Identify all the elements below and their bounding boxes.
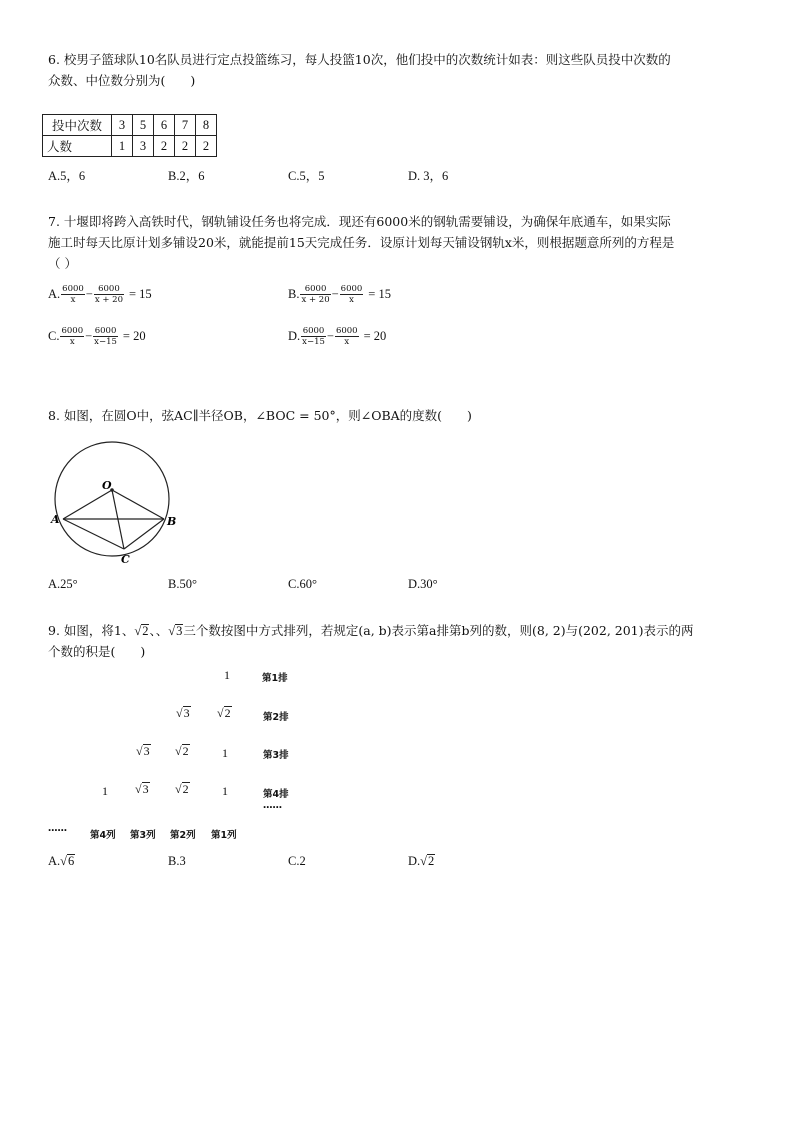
q8-circle-figure [40,432,190,568]
q7-stem-line3: （ ） [48,256,77,271]
sqrt-symbol: √ [134,624,142,638]
q7-option-d: D. $\frac{6000}{x-15}$ − $\frac{6000}{x}$ = 20 [288,326,387,347]
table-cell: 投中次数 [43,115,112,136]
fraction: $\frac{6000}{x}$ [340,284,363,305]
q6-option-a: A.5，6 [48,169,86,183]
fraction: $\frac{6000}{x}$ [335,326,358,347]
table-row [43,115,217,136]
chord-bc [124,519,164,549]
q7-option-b: B. $\frac{6000}{x + 20}$ − $\frac{6000}{x}$ = 15 [288,284,391,305]
fraction: $\frac{6000}{x + 20}$ [301,284,330,305]
column-label: 第2列 [170,830,196,841]
table-row [43,136,217,157]
segment-ob [112,490,164,519]
fraction: $\frac{6000}{x}$ [61,326,84,347]
grid-value: √3 [135,782,149,796]
fraction: $\frac{6000}{x + 20}$ [94,284,123,305]
grid-value: √3 [176,706,190,720]
row-label: 第4排 [263,789,289,800]
chord-ac [63,519,124,549]
fraction: $\frac{6000}{x-15}$ [94,326,117,347]
q8-option-b: B.50° [168,577,197,591]
q8-option-d: D.30° [408,577,438,591]
segment-oa [63,490,112,519]
q9-option-c: C.2 [288,854,306,868]
grid-value: √2 [217,706,231,720]
q7-option-c: C. $\frac{6000}{x}$ − $\frac{6000}{x-15}$ = 20 [48,326,146,347]
q6-stem-line1: 6. 校男子篮球队10名队员进行定点投篮练习，每人投篮10次，他们投中的次数统计如表：则这些队员投中次数的 [48,52,671,67]
q7-stem-line1: 7. 十堰即将跨入高铁时代，钢轨铺设任务也将完成．现还有6000米的钢轨需要铺设，为确保年底通车，如果实际 [48,214,671,229]
row-label: 第2排 [263,712,289,723]
q8-stem: 8. 如图，在圆O中，弦AC∥半径OB，∠BOC = 50°，则∠OBA的度数( ) [48,408,472,423]
row-label: 第1排 [262,673,288,684]
q6-option-b: B.2，6 [168,169,205,183]
q9-stem-line1: 9. 如图，将1、√2、、√3三个数按图中方式排列，若规定(a, b)表示第a排第b列的数，则(8, 2)与(202, 201)表示的两 [48,623,694,638]
table-cell: 6 [154,115,175,136]
table-cell: 7 [175,115,196,136]
sqrt-symbol: √ [168,624,176,638]
ellipsis: …… [263,800,282,811]
q9-option-b: B.3 [168,854,186,868]
grid-value: √3 [136,744,150,758]
label-o: O [102,479,112,492]
table-cell: 1 [112,136,133,157]
column-label: 第4列 [90,830,116,841]
row-label: 第3排 [263,750,289,761]
table-cell: 3 [112,115,133,136]
q9-option-a: A.√6 [48,854,75,868]
table-cell: 2 [175,136,196,157]
q6-option-d: D. 3，6 [408,169,449,183]
q8-option-a: A.25° [48,577,78,591]
table-cell: 3 [133,136,154,157]
column-label: 第3列 [130,830,156,841]
column-label: 第1列 [211,830,237,841]
grid-value: 1 [224,668,230,682]
grid-value: 1 [222,784,228,798]
q6-option-c: C.5，5 [288,169,325,183]
circle-outline [55,442,169,556]
label-a: A [51,513,60,526]
grid-value: 1 [222,746,228,760]
grid-value: √2 [175,744,189,758]
table-cell: 5 [133,115,154,136]
q9-option-d: D.√2 [408,854,435,868]
fraction: $\frac{6000}{x}$ [62,284,84,305]
q7-stem-line2: 施工时每天比原计划多铺设20米，就能提前15天完成任务．设原计划每天铺设钢轨x米，则根据题意所列的方程是 [48,235,675,250]
q8-option-c: C.60° [288,577,317,591]
grid-value: √2 [175,782,189,796]
q9-stem-line2: 个数的积是( ) [48,644,146,659]
q6-stat-table [42,114,217,157]
q6-stem-line2: 众数、中位数分别为( ) [48,73,196,88]
fraction: $\frac{6000}{x-15}$ [302,326,325,347]
grid-value: 1 [102,784,108,798]
table-cell: 8 [196,115,217,136]
q7-option-a: A. $\frac{6000}{x}$ − $\frac{6000}{x + 20}$ = 15 [48,284,152,305]
table-cell: 2 [154,136,175,157]
table-cell: 2 [196,136,217,157]
table-cell: 人数 [43,136,112,157]
label-b: B [167,515,177,528]
ellipsis: …… [48,823,67,834]
label-c: C [121,553,130,566]
